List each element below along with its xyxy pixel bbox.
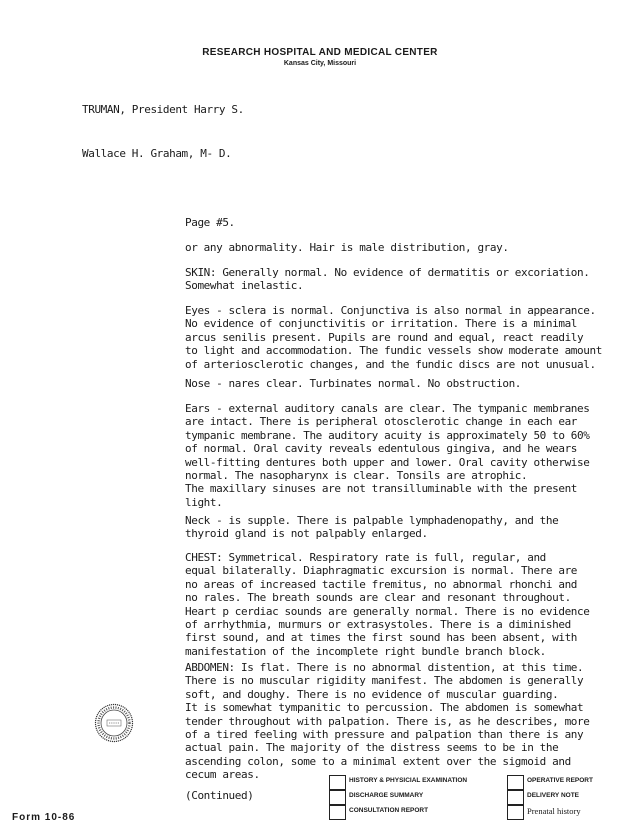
text-line: ABDOMEN: Is flat. There is no abnormal distention, at this time.: [185, 661, 584, 674]
paragraph-neck: [185, 514, 615, 541]
text-line: Nose - nares clear. Turbinates normal. No obstruction.: [185, 377, 522, 390]
checkbox-label: OPERATIVE REPORT: [527, 777, 593, 784]
text-line: It is somewhat tympanitic to percussion. The abdomen is somewhat: [185, 701, 584, 715]
text-line: actual pain. The majority of the distress seems to be in the: [185, 741, 559, 755]
text-line: normal. The nasopharynx is clear. Tonsils are atrophic.: [185, 469, 528, 483]
patient-name: TRUMAN, President Harry S.: [82, 103, 244, 116]
text-line: of arrhythmia, murmurs or extrasystoles. There is a diminished: [185, 618, 571, 632]
text-line: light.: [185, 495, 223, 509]
text-line: tympanic membrane. The auditory acuity is approximately 50 to 60%: [185, 428, 590, 442]
library-stamp-icon: [94, 703, 134, 743]
checkbox-label: HISTORY & PHYSICIAL EXAMINATION: [349, 777, 468, 784]
text-line: of a tired feeling with pressure and palpation than there is any: [185, 728, 584, 742]
form-number: Form 10-86: [12, 812, 76, 823]
text-line: The maxillary sinuses are not transilluminable with the present: [185, 482, 578, 496]
text-line: thyroid gland is not palpably enlarged.: [185, 527, 428, 541]
text-line: well-fitting dentures both upper and lower. Oral cavity otherwise: [185, 455, 590, 469]
continued-label: (Continued): [185, 789, 254, 802]
text-line: No evidence of conjunctivitis or irritation. There is a minimal: [185, 317, 578, 331]
checkbox-box[interactable]: [507, 790, 524, 805]
text-line: Neck - is supple. There is palpable lymphadenopathy, and the: [185, 514, 559, 527]
paragraph-chest: [185, 551, 615, 658]
text-line: or any abnormality. Hair is male distribution, gray.: [185, 241, 509, 254]
physician-name: Wallace H. Graham, M- D.: [82, 147, 232, 160]
page-number: Page #5.: [185, 216, 235, 229]
paragraph-general: [185, 241, 615, 254]
checkbox-box[interactable]: [329, 790, 346, 805]
text-line: SKIN: Generally normal. No evidence of dermatitis or excoriation.: [185, 266, 590, 279]
text-line: are intact. There is peripheral otosclerotic change in each ear: [185, 415, 578, 429]
hospital-location: Kansas City, Missouri: [283, 60, 357, 67]
checkbox-label: CONSULTATION REPORT: [349, 807, 429, 814]
text-line: There is no muscular rigidity manifest. The abdomen is generally: [185, 674, 584, 688]
checkbox-label: DISCHARGE SUMMARY: [349, 792, 424, 799]
checkbox-box[interactable]: [507, 805, 524, 820]
hospital-name: RESEARCH HOSPITAL AND MEDICAL CENTER: [202, 47, 438, 58]
text-line: equal bilaterally. Diaphragmatic excursion is normal. There are: [185, 564, 578, 578]
text-line: tender throughout with palpation. There is, as he describes, more: [185, 714, 590, 728]
text-line: no rales. The breath sounds are clear and resonant throughout.: [185, 591, 571, 605]
checkbox-label: Prenatal history: [527, 806, 581, 816]
text-line: Somewhat inelastic.: [185, 279, 304, 293]
checkbox-box[interactable]: [507, 775, 524, 790]
paragraph-nose: [185, 377, 615, 390]
checkbox-label: DELIVERY NOTE: [527, 792, 580, 799]
text-line: ascending colon, some to a minimal extent over the sigmoid and: [185, 754, 571, 768]
text-line: first sound, and at times the first sound has been absent, with: [185, 631, 578, 645]
text-line: Eyes - sclera is normal. Conjunctiva is also normal in appearance.: [185, 304, 596, 317]
text-line: of normal. Oral cavity reveals edentulous gingiva, and he wears: [185, 442, 578, 456]
paragraph-ears: [185, 402, 615, 509]
text-line: arcus senilis present. Pupils are round and equal, react readily: [185, 330, 584, 344]
text-line: to light and accommodation. The fundic vessels show moderate amount: [185, 344, 602, 358]
text-line: no areas of increased tactile fremitus, no abnormal rhonchi and: [185, 577, 578, 591]
paragraph-abdomen: [185, 661, 615, 782]
checkbox-box[interactable]: [329, 805, 346, 820]
text-line: Heart p cerdiac sounds are generally normal. There is no evidence: [185, 604, 590, 618]
text-line: of arteriosclerotic changes, and the fundic discs are not unusual.: [185, 357, 596, 371]
checkbox-box[interactable]: [329, 775, 346, 790]
text-line: Ears - external auditory canals are clear. The tympanic membranes: [185, 402, 590, 415]
text-line: CHEST: Symmetrical. Respiratory rate is full, regular, and: [185, 551, 546, 564]
paragraph-eyes: [185, 304, 615, 371]
paragraph-skin: [185, 266, 615, 293]
text-line: manifestation of the incomplete right bundle branch block.: [185, 644, 546, 658]
text-line: cecum areas.: [185, 768, 260, 782]
text-line: soft, and doughy. There is no evidence of muscular guarding.: [185, 687, 559, 701]
